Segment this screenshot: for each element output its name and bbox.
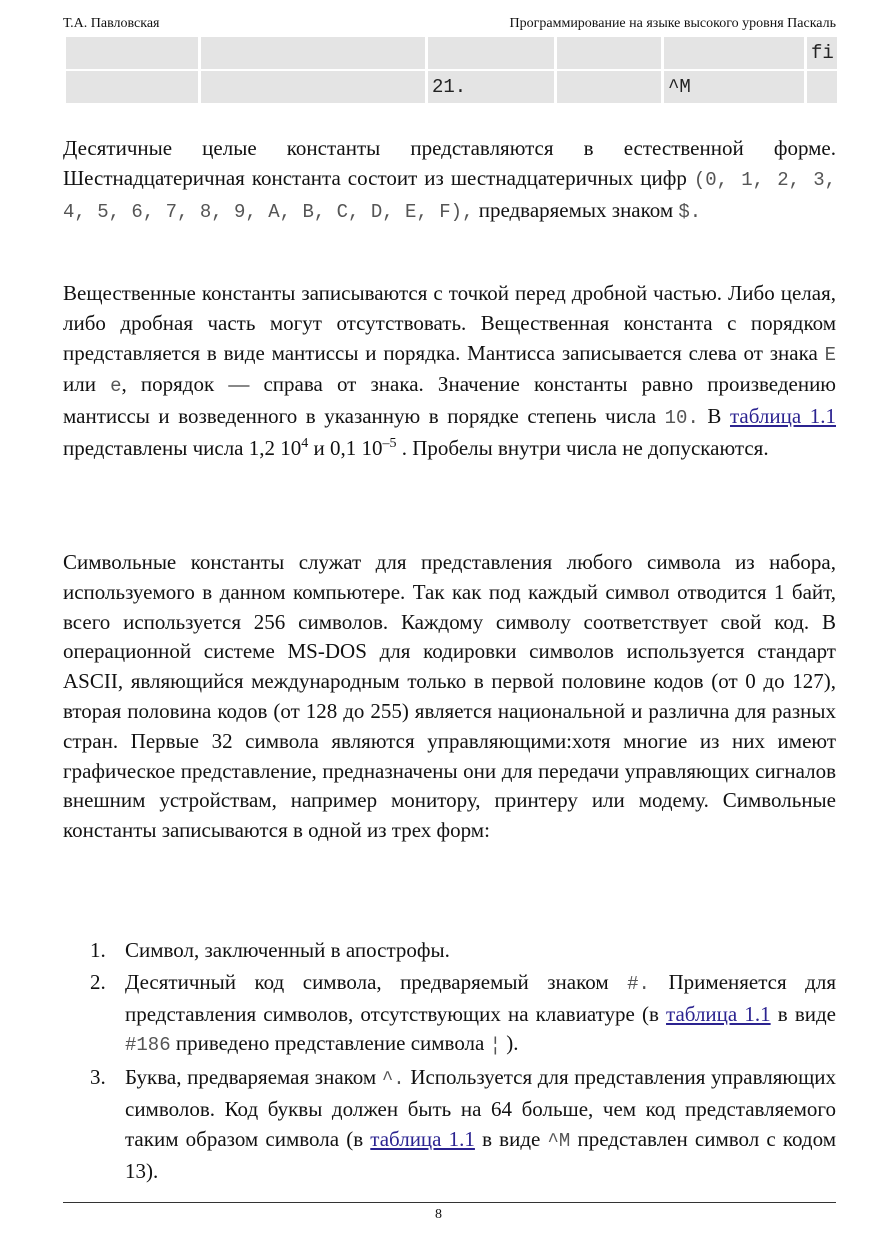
table-cell: ^M <box>664 71 804 103</box>
code-e: e <box>110 375 122 398</box>
table-cell <box>557 71 661 103</box>
forms-list <box>63 936 836 1188</box>
table-row <box>63 37 837 69</box>
table-cell <box>428 37 554 69</box>
text: в виде <box>770 1001 836 1026</box>
hex-digits-code: (0, 1, 2, 3, 4, 5, 6, 7, 8, 9, A, B, C, D, E, F), <box>63 168 836 223</box>
paragraph-char-constants: Символьные константы служат для представления любого символа из набора, используемого в данном компьютере. Так как под каждый символ отводится 1 байт, всего используется 256 символов. Каждому символу соответствует свой код. В операционной системе MS-DOS для кодировки символов используется стандарт ASCII, являющийся международным только в первой половине кодов (от 0 до 127), вторая половина кодов (от 128 до 255) является национальной и различна для разных стран. Первые 32 символа являются управляющими:хотя многие из них имеют графическое представление, предназначены они для передачи управляющих сигналов внешним устройствам, например монитору, принтеру или модему. Символьные константы записываются в одной из трех форм: <box>63 550 836 843</box>
paragraph-real-constants <box>63 279 836 464</box>
text: Десятичный код символа, предваряемый знаком <box>125 969 628 994</box>
table-cell <box>557 37 661 69</box>
code-186: #186 <box>125 1034 171 1057</box>
header-author: Т.А. Павловская <box>63 16 160 31</box>
text: В <box>698 404 730 429</box>
list-item <box>63 968 836 1061</box>
table-cell: 21. <box>428 71 554 103</box>
text: . Пробелы внутри числа не допускаются. <box>396 435 769 460</box>
footer-divider <box>63 1202 836 1203</box>
table-1-1-link[interactable]: таблица 1.1 <box>666 1001 771 1026</box>
exponent: –5 <box>382 435 397 451</box>
paragraph-hex-constants <box>63 134 836 227</box>
table-1-1-link[interactable]: таблица 1.1 <box>729 404 836 429</box>
code-ten: 10. <box>664 407 699 430</box>
code-caret: ^. <box>381 1068 405 1091</box>
page-number: 8 <box>435 1207 442 1222</box>
table-cell <box>201 71 425 103</box>
text: Десятичные целые константы представляются в естественной форме. Шестнадцатеричная константа состоит из шестнадцатеричных цифр <box>63 136 836 190</box>
text: Используется для представления управляющих символов. Код буквы должен быть на 64 больше, чем код представляемого таким образом символа (в <box>125 1065 836 1151</box>
table-cell: fi <box>807 37 837 69</box>
list-item <box>63 1063 836 1186</box>
header-book-title: Программирование на языке высокого уровня Паскаль <box>509 16 836 31</box>
table-cell <box>807 71 837 103</box>
table-cell <box>664 37 804 69</box>
list-number: 1. <box>90 938 106 962</box>
text: приведено представление символа <box>170 1031 490 1056</box>
code-hash: #. <box>627 972 650 995</box>
exponent: 4 <box>301 435 309 451</box>
list-item <box>63 936 836 966</box>
table-1-1-link[interactable]: таблица 1.1 <box>370 1126 475 1151</box>
dollar-code: $. <box>678 200 702 223</box>
text: , порядок — справа от знака. Значение константы равно произведению мантиссы и возведенного в указанную в порядке степень числа <box>63 372 836 429</box>
text: или <box>63 372 111 397</box>
broken-bar-glyph: ¦ <box>489 1034 501 1057</box>
table-row <box>63 71 837 103</box>
list-number: 3. <box>90 1065 106 1090</box>
table-cell <box>66 37 198 69</box>
text: представлены числа 1,2 10 <box>63 435 302 460</box>
text: Применяется для представления символов, отсутствующих на клавиатуре (в <box>125 969 836 1026</box>
table-cell <box>201 37 425 69</box>
table-cell <box>66 71 198 103</box>
text: ). <box>501 1031 519 1056</box>
text: Вещественные константы записываются с точкой перед дробной частью. Либо целая, либо дробная часть могут отсутствовать. Вещественная константа с порядком представляется в виде мантиссы и порядка. Мантисса записывается слева от знака <box>63 281 836 365</box>
code-E: E <box>824 343 836 366</box>
text: Символ, заключенный в апострофы. <box>125 938 450 962</box>
text: предваряемых знаком <box>473 197 679 222</box>
text: Буква, предваряемая знаком <box>125 1065 382 1090</box>
text: и 0,1 10 <box>308 435 383 460</box>
list-number: 2. <box>90 969 106 994</box>
code-ctrl-m: ^M <box>547 1129 571 1152</box>
text: в виде <box>474 1126 548 1151</box>
text: представлен символ с кодом 13). <box>125 1126 837 1183</box>
